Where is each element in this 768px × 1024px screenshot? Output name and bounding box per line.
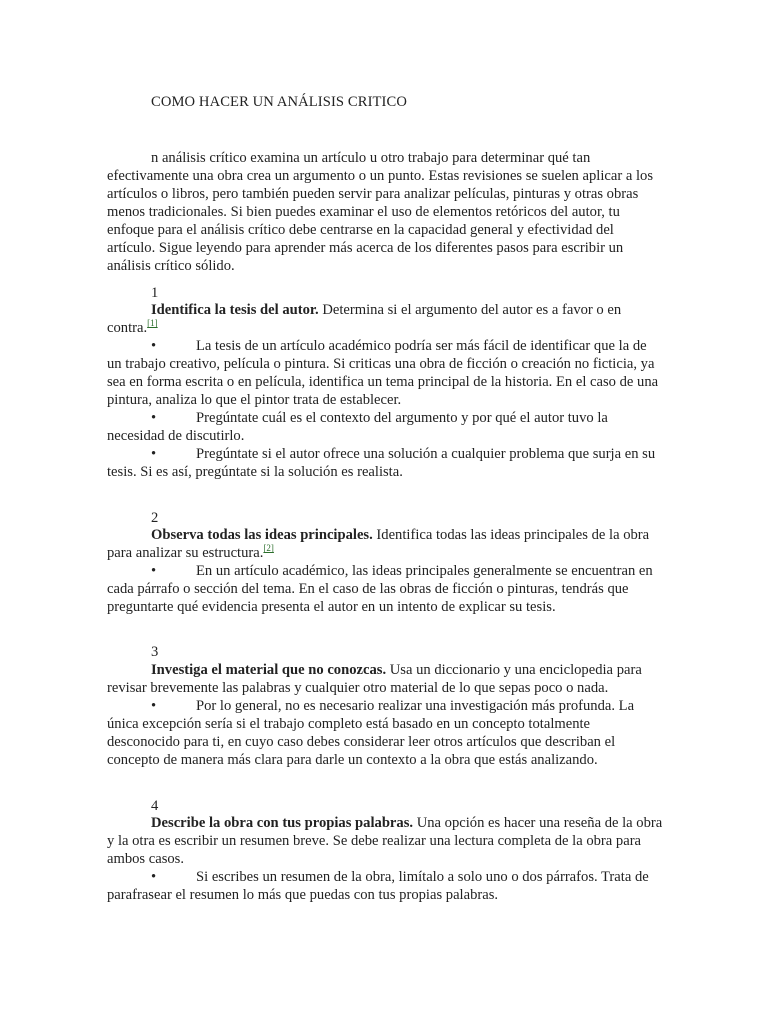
step-heading: Observa todas las ideas principales.: [151, 527, 373, 543]
step-text: Una opción es hacer una reseña de la obra y la otra es escribir un resumen breve. Se debe realizar una lectura completa de la obra para ambos casos.: [107, 815, 663, 867]
step-number: 3: [151, 644, 159, 660]
bullet-glyph: •: [151, 698, 157, 714]
step-4: [107, 814, 663, 904]
bullet-glyph: •: [151, 446, 157, 462]
bullet-item: [107, 562, 663, 616]
step-lead: [107, 814, 663, 868]
step-number: 4: [151, 798, 159, 814]
bullet-item: [107, 868, 663, 904]
step-lead: [107, 301, 663, 337]
step-1: [107, 301, 663, 481]
step-text: Identifica todas las ideas principales de la obra para analizar su estructura.: [107, 527, 650, 561]
document-title: COMO HACER UN ANÁLISIS CRITICO: [151, 94, 407, 110]
bullet-item: [107, 697, 663, 769]
bullet-glyph: •: [151, 869, 157, 885]
bullet-glyph: •: [151, 410, 157, 426]
step-number: 1: [151, 285, 159, 301]
bullet-text: Si escribes un resumen de la obra, limítalo a solo uno o dos párrafos. Trata de parafrasear el resumen lo más que puedas con tus propias palabras.: [107, 869, 649, 903]
bullet-text: Pregúntate si el autor ofrece una solución a cualquier problema que surja en su tesis. Si es así, pregúntate si la solución es realista.: [107, 446, 656, 480]
step-heading: Describe la obra con tus propias palabras.: [151, 815, 414, 831]
footnote-link[interactable]: [1]: [147, 318, 158, 329]
step-heading: Identifica la tesis del autor.: [151, 302, 319, 318]
intro-paragraph: n análisis crítico examina un artículo u otro trabajo para determinar qué tan efectivamente una obra crea un argumento o un punto. Estas revisiones se suelen aplicar a los artículos o libros, pero también pueden servir para analizar películas, pinturas y otras obras menos tradicionales. Si bien puedes examinar el uso de elementos retóricos del autor, tu enfoque para el análisis crítico debe centrarse en la capacidad general y efectividad del artículo. Sigue leyendo para aprender más acerca de los diferentes pasos para escribir un análisis crítico sólido.: [107, 150, 653, 274]
step-text: Determina si el argumento del autor es a favor o en contra.: [107, 302, 622, 336]
step-lead: [107, 661, 663, 697]
bullet-text: Pregúntate cuál es el contexto del argumento y por qué el autor tuvo la necesidad de discutirlo.: [107, 410, 608, 444]
bullet-text: La tesis de un artículo académico podría ser más fácil de identificar que la de un trabajo creativo, película o pintura. Si criticas una obra de ficción o creación no ficticia, ya sea en forma escrita o en película, identifica un tema principal de la historia. En el caso de una pintura, analiza lo que el pintor trata de establecer.: [107, 338, 659, 408]
step-lead: [107, 526, 663, 562]
bullet-item: [107, 409, 663, 445]
step-2: [107, 526, 663, 616]
bullet-glyph: •: [151, 338, 157, 354]
step-text: Usa un diccionario y una enciclopedia para revisar brevemente las palabras y cualquier otro material de lo que sepas poco o nada.: [107, 662, 642, 696]
bullet-item: [107, 445, 663, 481]
step-number: 2: [151, 510, 159, 526]
bullet-text: En un artículo académico, las ideas principales generalmente se encuentran en cada párrafo o sección del tema. En el caso de las obras de ficción o pinturas, tendrás que preguntarte qué evidencia presenta el autor en un intento de explicar su tesis.: [107, 563, 653, 615]
bullet-text: Por lo general, no es necesario realizar una investigación más profunda. La única excepción sería si el trabajo completo está basado en un concepto totalmente desconocido para ti, en cuyo caso debes considerar leer otros artículos que describan el concepto de manera más clara para darle un contexto a la obra que estás analizando.: [107, 698, 635, 768]
bullet-glyph: •: [151, 563, 157, 579]
step-3: [107, 661, 663, 769]
bullet-item: [107, 337, 663, 409]
footnote-link[interactable]: [2]: [263, 543, 274, 554]
step-heading: Investiga el material que no conozcas.: [151, 662, 387, 678]
